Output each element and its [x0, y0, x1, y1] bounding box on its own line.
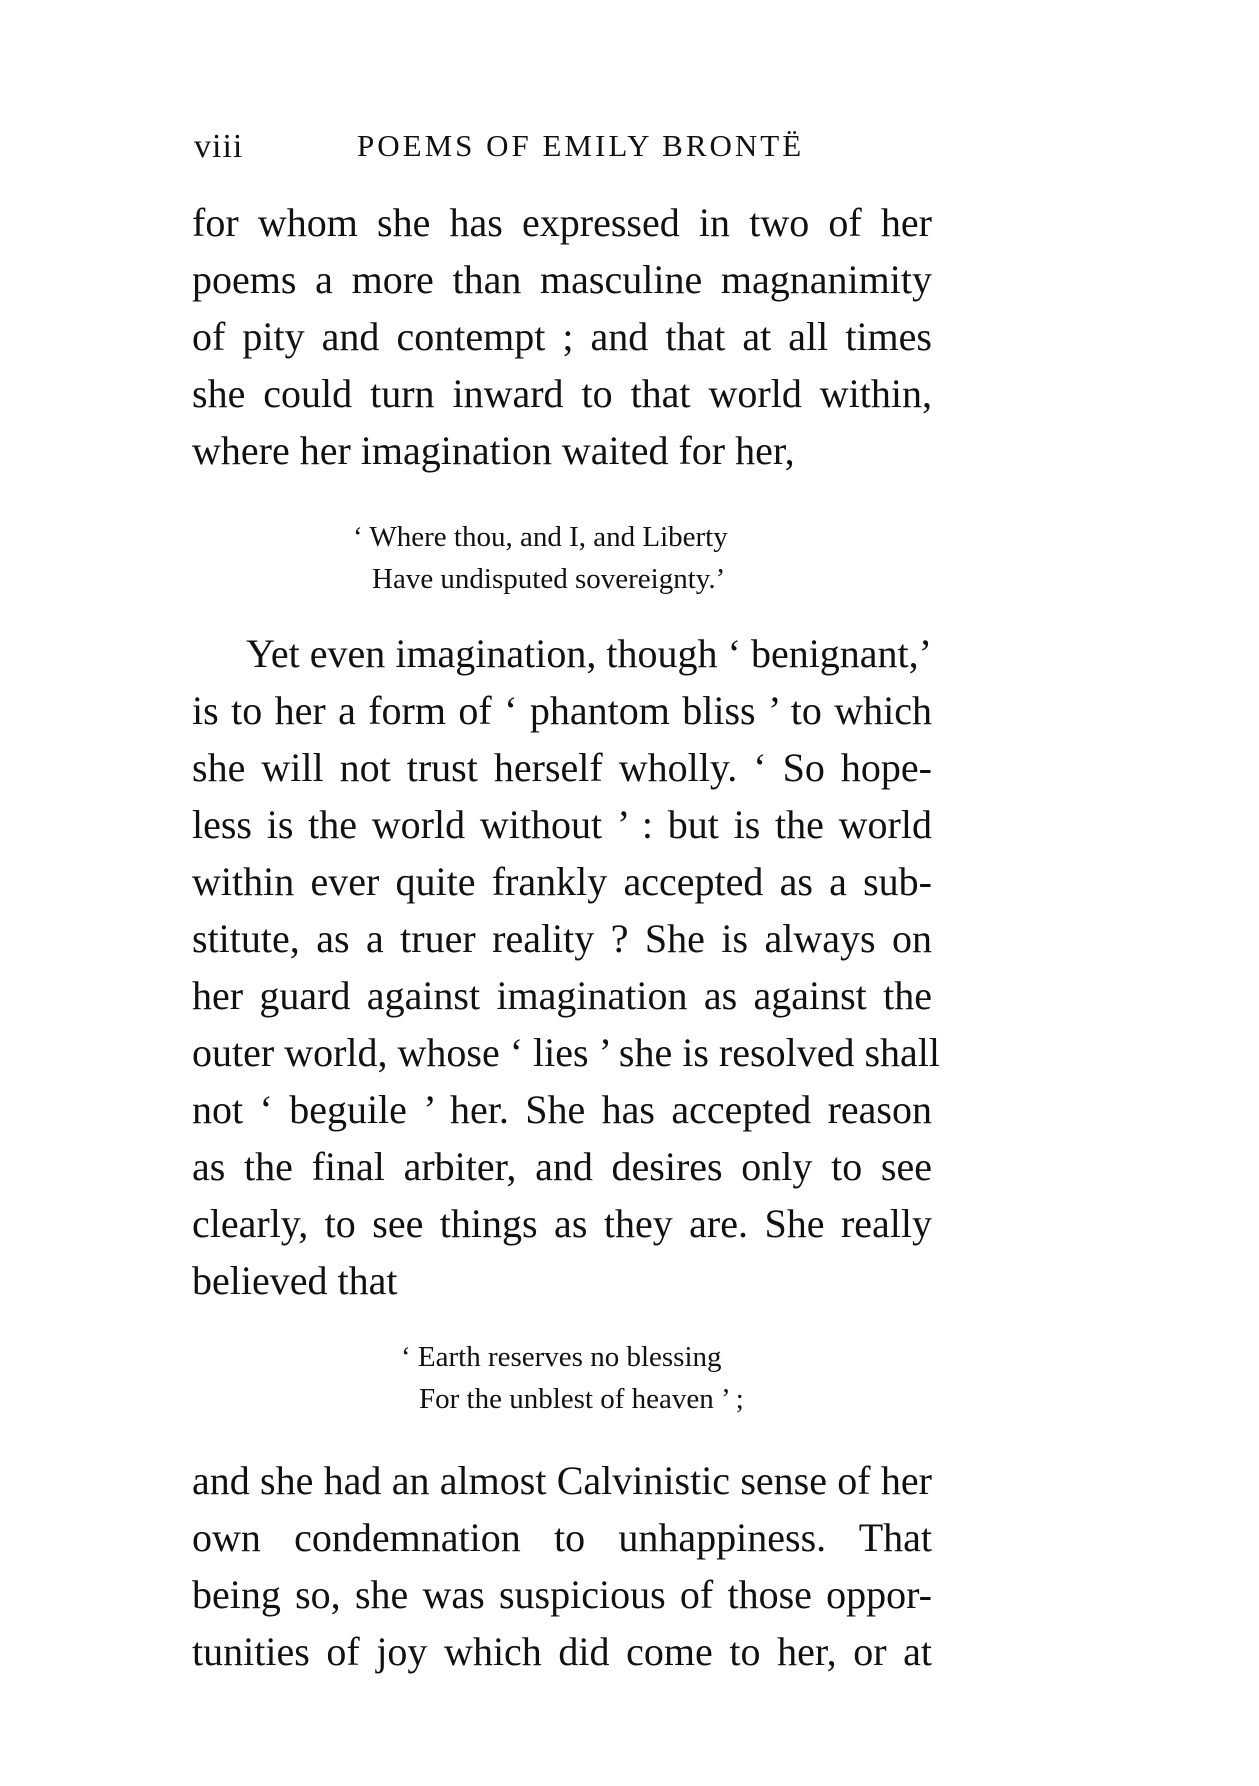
verse-line: ‘ Where thou, and I, and Liberty [353, 521, 728, 553]
text-line: for whom she has expressed in two of her [192, 200, 932, 245]
text-line: where her imagination waited for her, [192, 428, 795, 473]
verse-line: For the unblest of heaven ’ ; [419, 1383, 744, 1415]
text-line: within ever quite frankly accepted as a sub- [192, 859, 932, 904]
paragraph-1 [192, 194, 932, 479]
text-line: she could turn inward to that world within, [192, 371, 932, 416]
text-line: of pity and contempt ; and that at all times [192, 314, 932, 359]
page-header [194, 128, 934, 172]
text-line: own condemnation to unhappiness. That [192, 1515, 932, 1560]
verse-quote-1 [353, 516, 728, 600]
verse-line: Have undisputed sovereignty.’ [372, 563, 726, 595]
text-line: believed that [192, 1258, 398, 1303]
text-line: clearly, to see things as they are. She really [192, 1201, 932, 1246]
verse-line: ‘ Earth reserves no blessing [401, 1341, 722, 1373]
text-line: Yet even imagination, though ‘ benignant,’ [246, 631, 932, 676]
text-line: her guard against imagination as against the [192, 973, 932, 1018]
text-line: being so, she was suspicious of those oppor- [192, 1572, 932, 1617]
text-line: outer world, whose ‘ lies ’ she is resolved shall [192, 1030, 940, 1075]
text-line: is to her a form of ‘ phantom bliss ’ to which [192, 688, 932, 733]
text-line: tunities of joy which did come to her, or at [192, 1629, 932, 1674]
text-line: she will not trust herself wholly. ‘ So hope- [192, 745, 932, 790]
verse-quote-2 [401, 1336, 744, 1420]
text-line: stitute, as a truer reality ? She is always on [192, 916, 932, 961]
page-number: viii [194, 128, 244, 165]
paragraph-3 [192, 1452, 932, 1680]
text-line: and she had an almost Calvinistic sense of her [192, 1458, 932, 1503]
running-title: POEMS OF EMILY BRONTË [357, 128, 805, 163]
text-line: not ‘ beguile ’ her. She has accepted reason [192, 1087, 932, 1132]
text-line: as the final arbiter, and desires only to see [192, 1144, 932, 1189]
text-line: poems a more than masculine magnanimity [192, 257, 932, 302]
paragraph-2 [192, 625, 940, 1309]
text-line: less is the world without ’ : but is the world [192, 802, 932, 847]
